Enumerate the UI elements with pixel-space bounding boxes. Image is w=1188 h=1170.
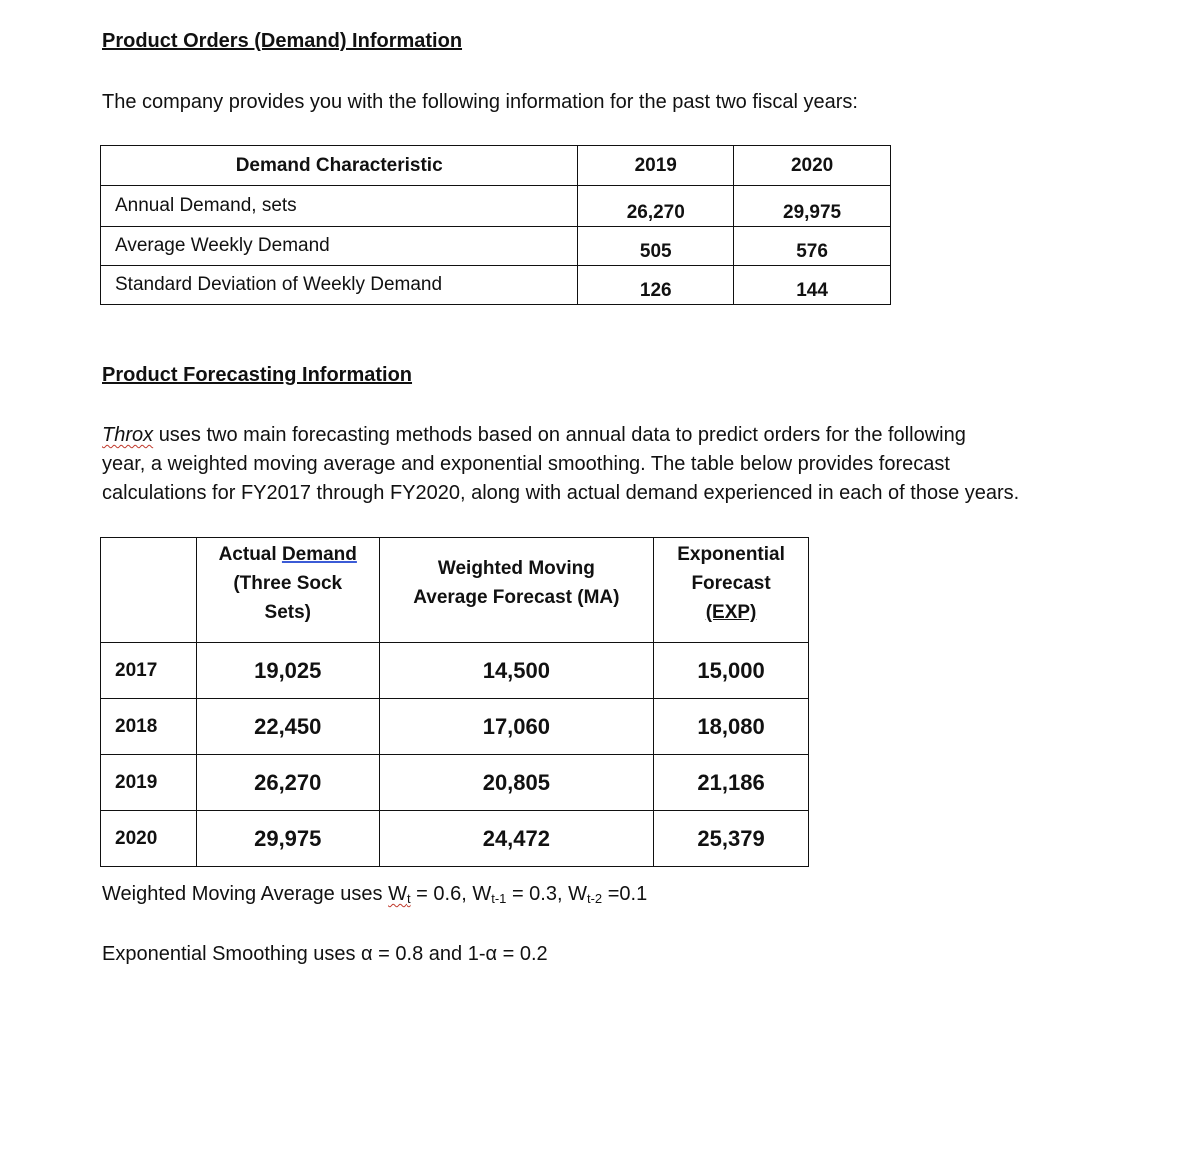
value-2019: 126 [578, 266, 734, 305]
note-text: =0.1 [602, 883, 648, 905]
header-text: Forecast [691, 573, 771, 594]
ma-cell: 24,472 [379, 811, 654, 867]
value-2020: 144 [734, 266, 891, 305]
value-2019: 505 [578, 227, 734, 266]
header-text: Weighted Moving [437, 558, 595, 579]
note-text: W [388, 883, 407, 905]
header-ma-forecast [379, 538, 654, 643]
orders-intro: The company provides you with the following information for the past two fiscal years: [102, 91, 858, 113]
subscript: t-1 [491, 891, 507, 906]
table-row [101, 811, 809, 867]
wma-weights-note [102, 880, 647, 913]
ma-cell: 17,060 [379, 699, 654, 755]
row-label: Annual Demand, sets [101, 186, 578, 227]
exp-cell: 21,186 [654, 755, 809, 811]
value-2020: 29,975 [734, 186, 891, 227]
table-row [101, 755, 809, 811]
actual-cell: 19,025 [196, 643, 379, 699]
value-2020: 576 [734, 227, 891, 266]
demand-header-2019: 2019 [578, 146, 734, 186]
actual-cell: 22,450 [196, 699, 379, 755]
value-2019: 26,270 [578, 186, 734, 227]
row-label: Average Weekly Demand [101, 227, 578, 266]
demand-header-2020: 2020 [734, 146, 891, 186]
demand-table [100, 145, 891, 305]
header-text: Sets) [264, 602, 311, 623]
note-text: = 0.6, W [410, 883, 492, 905]
subscript: t [407, 891, 411, 906]
forecast-heading: Product Forecasting Information [102, 364, 413, 386]
forecast-header-row [101, 538, 809, 643]
header-text: (Three Sock [233, 573, 343, 594]
forecast-para-line-3: calculations for FY2017 through FY2020, along with actual demand experienced in each of those years. [102, 482, 1020, 504]
exp-cell: 15,000 [654, 643, 809, 699]
subscript: t-2 [586, 891, 603, 906]
orders-heading: Product Orders (Demand) Information [102, 30, 463, 52]
ma-cell: 14,500 [379, 643, 654, 699]
actual-cell: 29,975 [196, 811, 379, 867]
exp-cell: 25,379 [654, 811, 809, 867]
header-text: Exponential [677, 544, 785, 565]
year-cell: 2019 [101, 755, 197, 811]
table-row [101, 227, 891, 266]
table-row [101, 186, 891, 227]
forecast-description [102, 421, 1162, 508]
header-year-empty [101, 538, 197, 643]
exp-smoothing-note: Exponential Smoothing uses α = 0.8 and 1-α = 0.2 [102, 943, 548, 965]
header-exp-forecast [654, 538, 809, 643]
ma-cell: 20,805 [379, 755, 654, 811]
exp-cell: 18,080 [654, 699, 809, 755]
table-row [101, 266, 891, 305]
demand-header-characteristic: Demand Characteristic [101, 146, 578, 186]
header-actual-demand [196, 538, 379, 643]
table-row [101, 643, 809, 699]
header-text: Demand [281, 544, 357, 565]
table-row [101, 699, 809, 755]
company-name: Throx [102, 424, 154, 446]
forecast-para-line-2: year, a weighted moving average and exponential smoothing. The table below provides forecast [102, 453, 950, 475]
forecast-table [100, 537, 809, 867]
note-text: = 0.3, W [506, 883, 587, 905]
actual-cell: 26,270 [196, 755, 379, 811]
note-text: Weighted Moving Average uses [102, 883, 389, 905]
header-text: (EXP) [705, 602, 757, 623]
row-label: Standard Deviation of Weekly Demand [101, 266, 578, 305]
year-cell: 2020 [101, 811, 197, 867]
forecast-para-line-1 [102, 421, 1162, 450]
para-text: uses two main forecasting methods based on annual data to predict orders for the following [158, 424, 966, 446]
wt-symbol [388, 883, 411, 905]
header-text: Average Forecast (MA) [413, 587, 620, 608]
year-cell: 2017 [101, 643, 197, 699]
header-text: Actual [218, 544, 282, 565]
demand-header-row [101, 146, 891, 186]
year-cell: 2018 [101, 699, 197, 755]
